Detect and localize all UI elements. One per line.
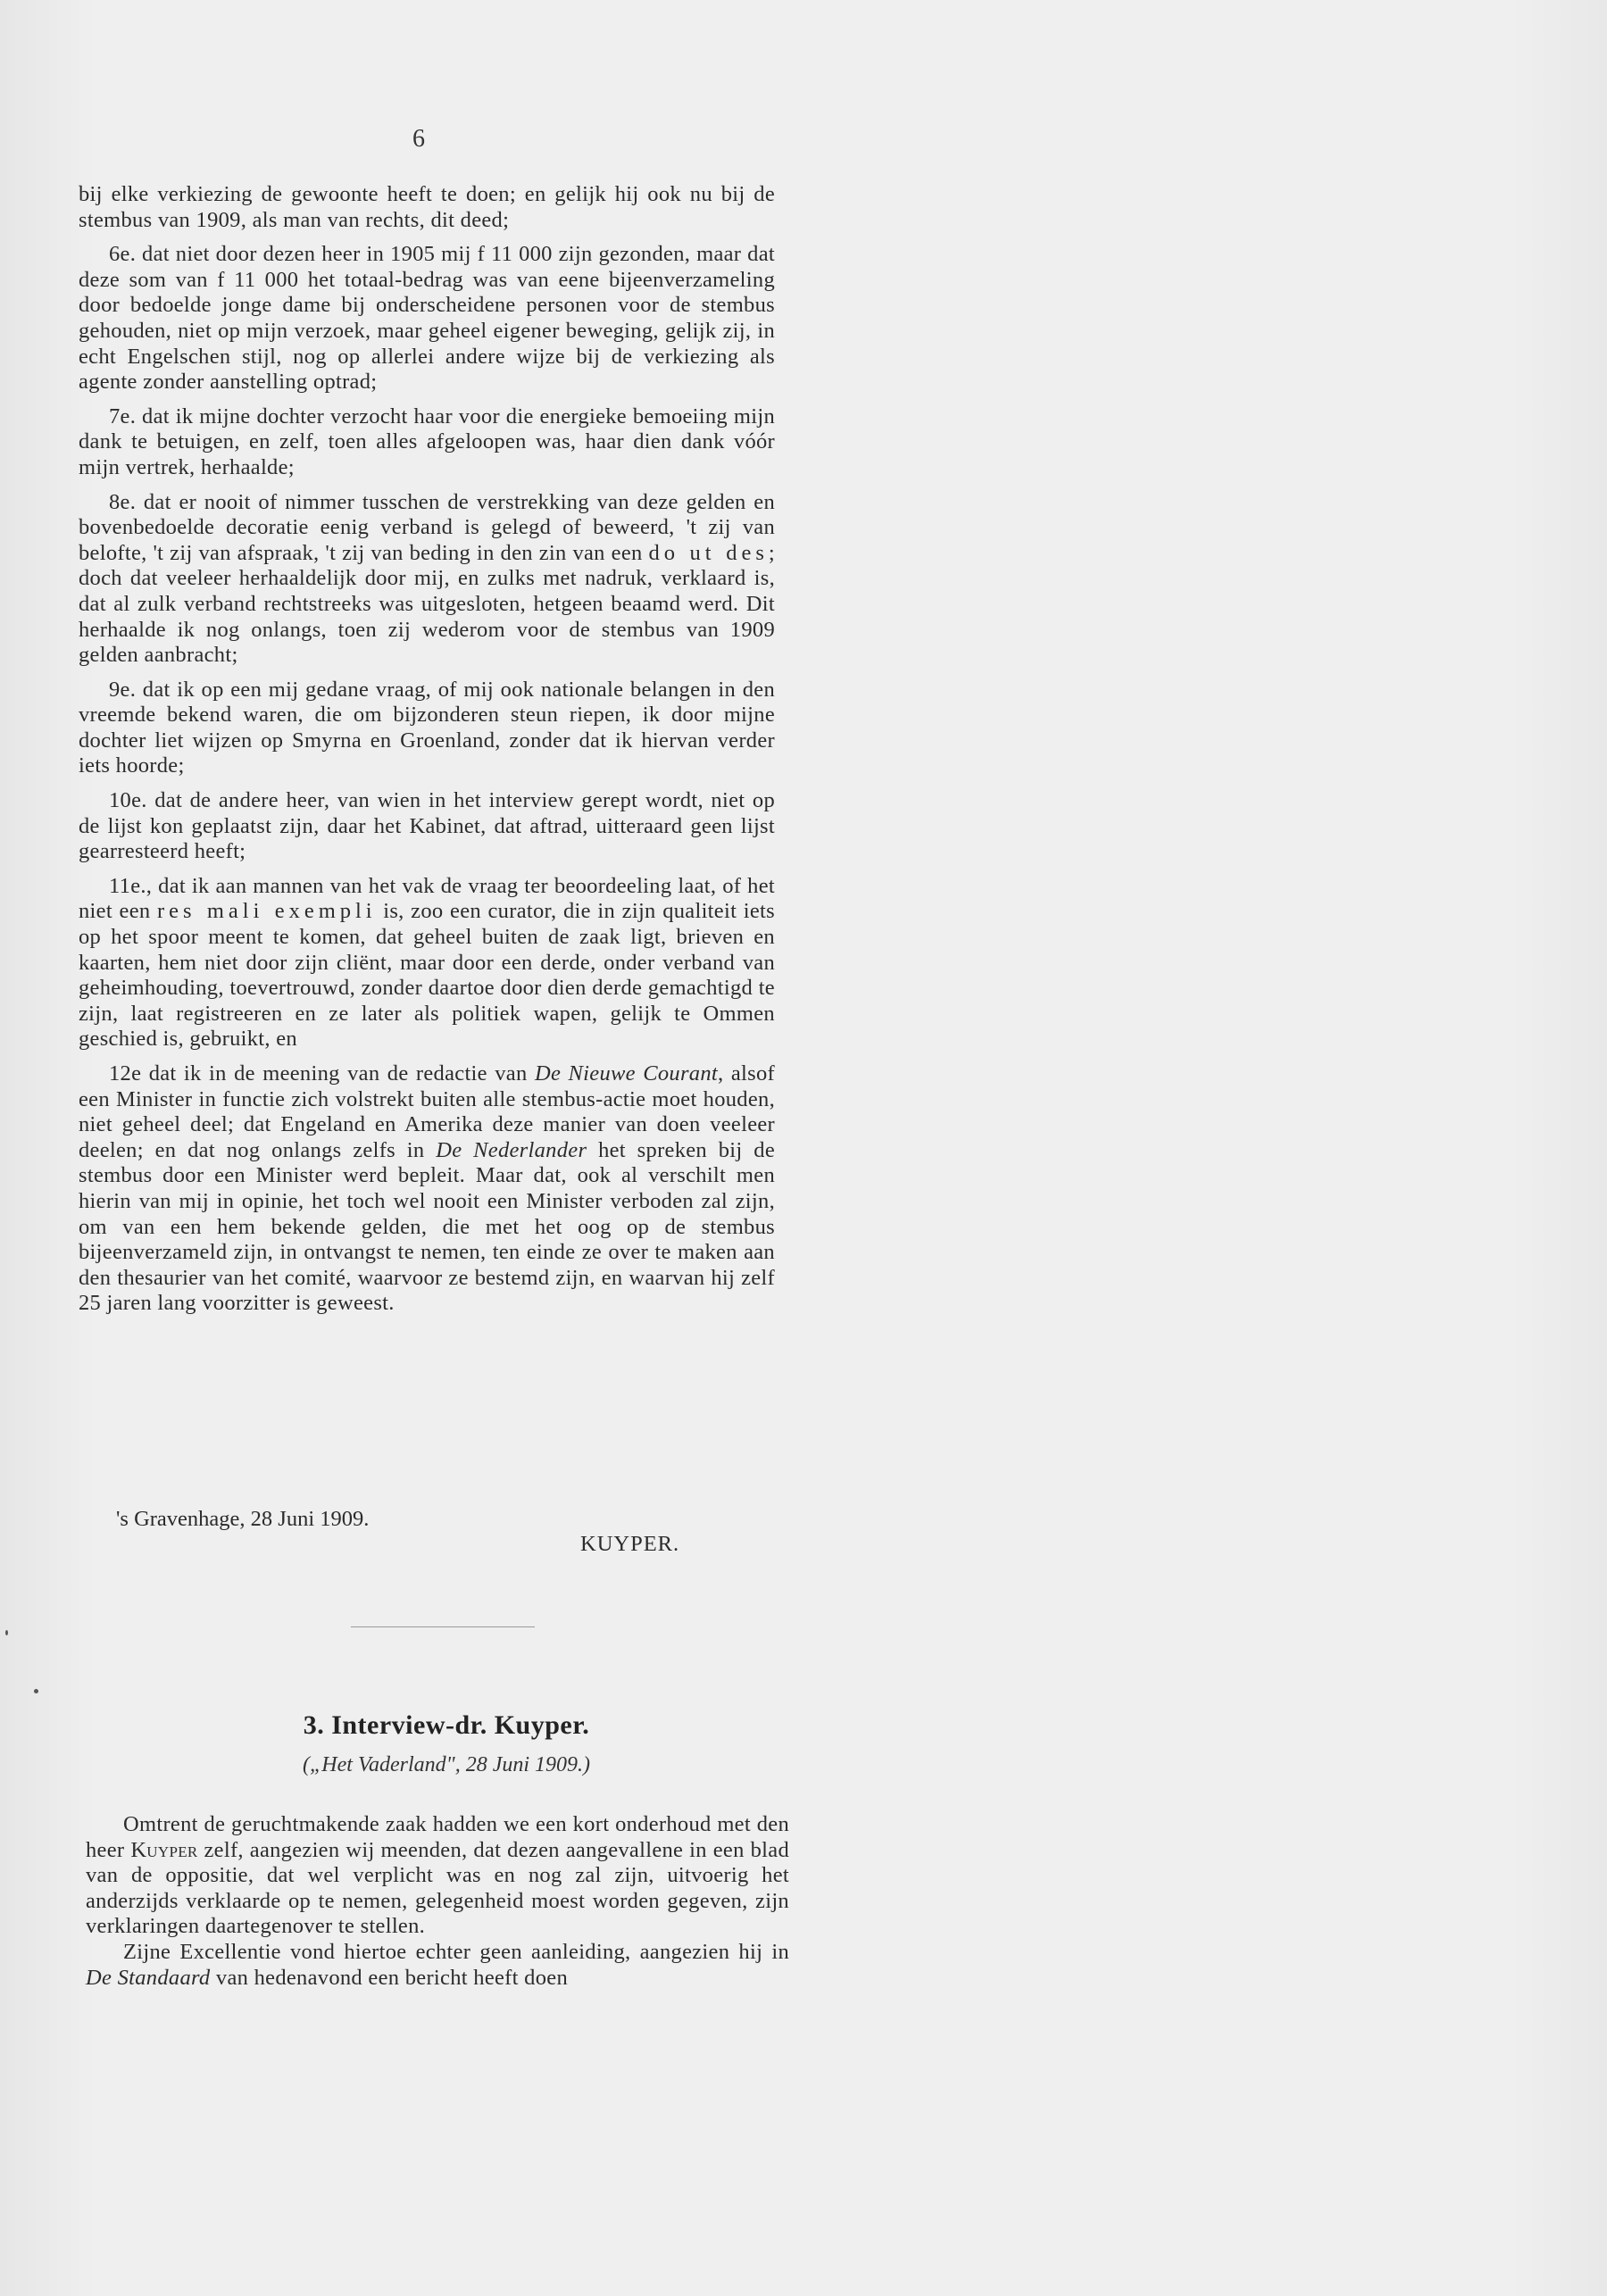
newspaper-name: De Nederlander xyxy=(436,1137,587,1162)
paragraph-12e-text-end: het spreken bij de stembus door een Minister werd bepleit. Maar dat, ook al verschilt men hierin van mij in opinie, het toch wel nooit een Minister verboden zal zijn, om van een hem bekende gelden, die met het oog op de stembus bijeenverzameld zijn, in ontvangst te nemen, ten einde ze over te maken aan den thesaurier van het comité, waarvoor ze bestemd zijn, en waarvan hij zelf 25 jaren lang voorzitter is geweest. xyxy=(79,1137,776,1316)
paragraph-9e: 9e. dat ik op een mij gedane vraag, of mij ook nationale belangen in den vreemde bekend waren, die om bijzonderen steun riepen, ik door mijne dochter liet wijzen op Smyrna en Groenland, zonder dat ik hiervan verder iets hoorde; xyxy=(79,677,775,778)
interview-text-end: zelf, aangezien wij meenden, dat dezen aangevallene in een blad van de oppositie, dat wel verplicht was en nog zal zijn, uitvoerig het anderzijds verklaarde op te nemen, gelegenheid moest worden gegeven, zijn verklaringen daartegenover te stellen. xyxy=(86,1837,789,1939)
section-subtitle: („Het Vaderland", 28 Juni 1909.) xyxy=(302,1753,591,1776)
newspaper-name: De Standaard xyxy=(86,1965,211,1990)
paragraph-11e-text: 11e., dat ik aan mannen van het vak de vraag ter beoordeeling laat, of het niet een xyxy=(79,873,775,924)
person-name: Kuyper xyxy=(130,1837,198,1862)
scan-speck xyxy=(34,1689,38,1693)
interview-paragraph xyxy=(86,1940,789,1991)
paragraph-10e: 10e. dat de andere heer, van wien in het interview gerept wordt, niet op de lijst kon geplaatst zijn, daar het Kabinet, dat aftrad, uitteraard geen lijst gearresteerd heeft; xyxy=(79,788,775,864)
paragraph-11e xyxy=(79,874,775,1052)
interview-text: Omtrent de geruchtmakende zaak hadden we een kort onderhoud met den heer xyxy=(86,1812,789,1862)
signature: KUYPER. xyxy=(580,1532,680,1556)
interview-text xyxy=(86,1812,789,1991)
paragraph-12e-text: 12e dat ik in de meening van de redactie van xyxy=(109,1061,535,1086)
paragraph-12e-text-mid: , alsof een Minister in functie zich volstrekt buiten alle stembus-actie moet houden, niet geheel deel; dat Engeland en Amerika deze manier van doen veeleer deelen; en dat nog onlangs zelfs in xyxy=(79,1061,775,1162)
paragraph-8e xyxy=(79,490,775,669)
paragraph-12e xyxy=(79,1061,775,1317)
latin-phrase: do ut des xyxy=(648,540,769,565)
newspaper-name: De Nieuwe Courant xyxy=(534,1061,719,1086)
scan-speck xyxy=(5,1630,8,1635)
section-divider xyxy=(351,1626,535,1627)
interview-text-end: van hedenavond een bericht heeft doen xyxy=(210,1965,568,1990)
section-title: 3. Interview-dr. Kuyper. xyxy=(303,1710,590,1740)
interview-text: Zijne Excellentie vond hiertoe echter geen aanleiding, aangezien hij in xyxy=(123,1939,789,1964)
paragraph-6e: 6e. dat niet door dezen heer in 1905 mij f 11 000 zijn gezonden, maar dat deze som van f 11 000 het totaal-bedrag was van eene bijeenverzameling door bedoelde jonge dame bij onderscheidene personen voor de stembus gehouden, niet op mijn verzoek, maar geheel eigener beweging, gelijk zij, in echt Engelschen stijl, nog op allerlei andere wijze bij de verkiezing als agente zonder aanstelling optrad; xyxy=(79,242,775,395)
paragraph-8e-text-end: ; doch dat veeleer herhaaldelijk door mij, en zulks met nadruk, verklaard is, dat al zulk verband rechtstreeks was uitgesloten, hetgeen beaamd werd. Dit herhaalde ik nog onlangs, toen zij wederom voor de stembus van 1909 gelden aanbracht; xyxy=(79,540,775,668)
paragraph-7e: 7e. dat ik mijne dochter verzocht haar voor die energieke bemoeiing mijn dank te betuigen, en zelf, toen alles afgeloopen was, haar dien dank vóór mijn vertrek, herhaalde; xyxy=(79,403,775,479)
interview-paragraph xyxy=(86,1812,789,1940)
paragraph-8e-text: 8e. dat er nooit of nimmer tusschen de verstrekking van deze gelden en bovenbedoelde decoratie eenig verband is gelegd of beweerd, 't zij van belofte, 't zij van afspraak, 't zij van beding in den zin van een xyxy=(79,489,775,565)
paragraph-continuation: bij elke verkiezing de gewoonte heeft te doen; en gelijk hij ook nu bij de stembus van 1909, als man van rechts, dit deed; xyxy=(79,182,775,232)
latin-phrase: res mali exempli xyxy=(157,899,377,924)
page-number: 6 xyxy=(412,125,425,153)
paragraph-11e-text-end: is, zoo een curator, die in zijn qualiteit iets op het spoor meent te komen, dat geheel buiten de zaak ligt, brieven en kaarten, hem niet door zijn cliënt, maar door een derde, onder verband van geheimhouding, toevertrouwd, zonder daartoe door dien derde gemachtigd te zijn, laat registreeren en ze later als politiek wapen, gelijk te Ommen geschied is, gebruikt, en xyxy=(79,899,775,1052)
place-date: 's Gravenhage, 28 Juni 1909. xyxy=(116,1507,370,1531)
statement-text xyxy=(79,182,775,1326)
